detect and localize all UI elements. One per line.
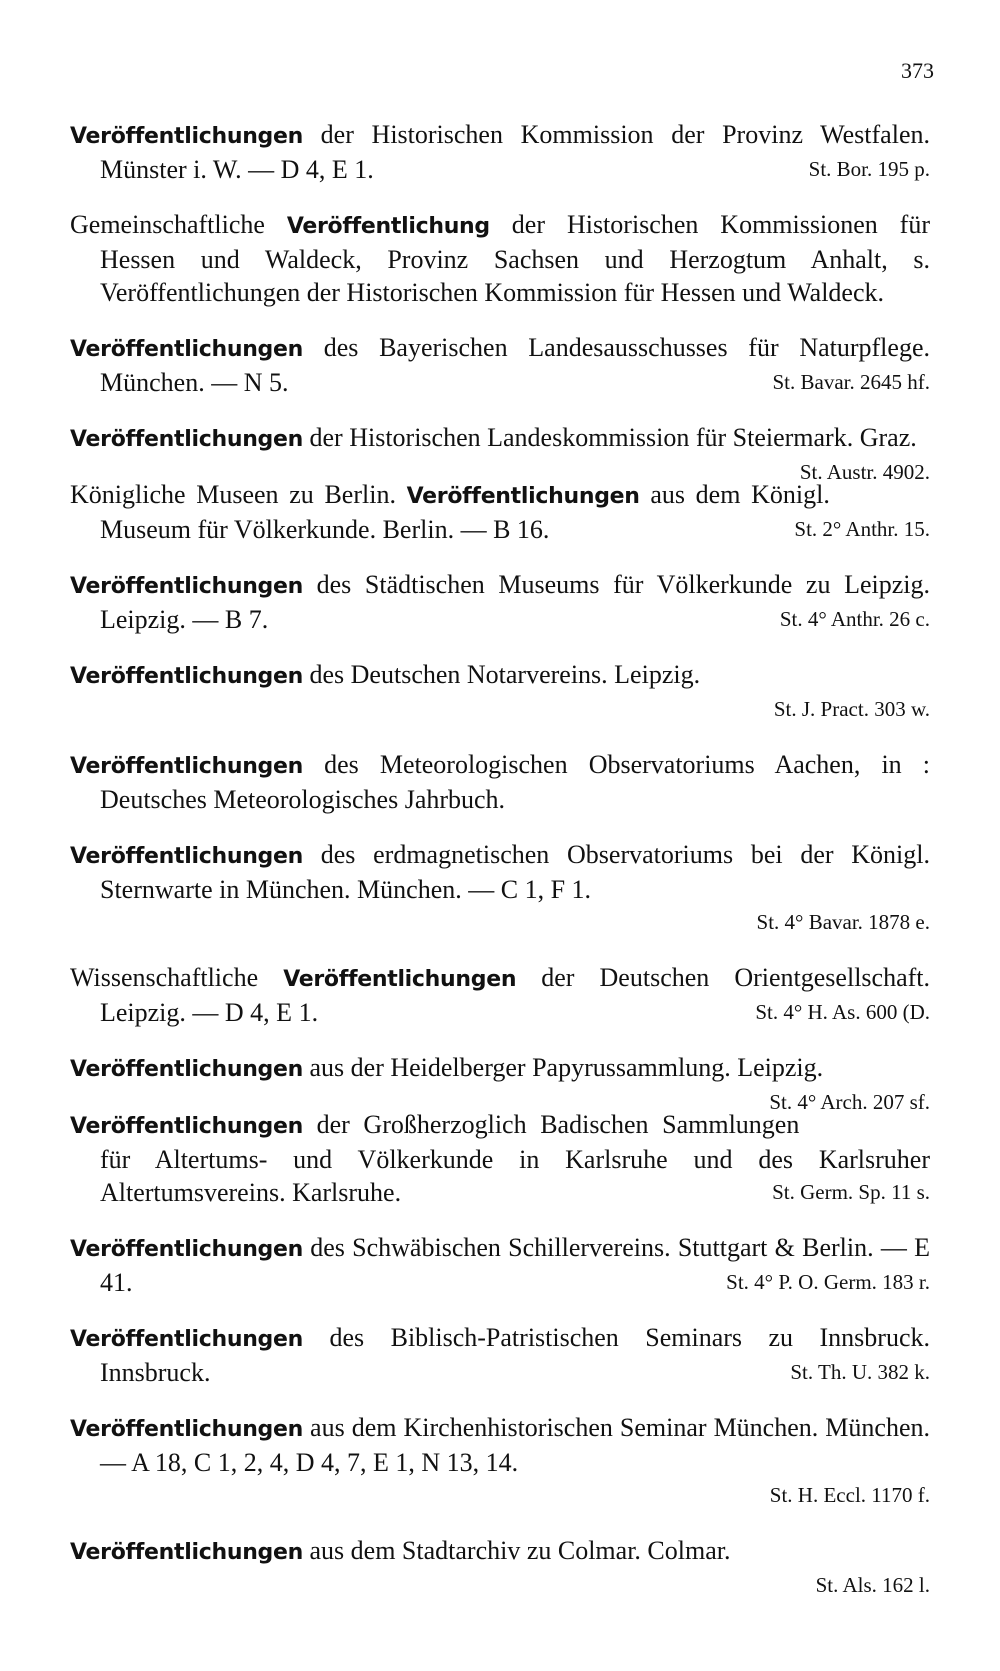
entry-pre: Wissenschaftliche bbox=[70, 963, 284, 992]
entry-headword: Veröffentlichungen bbox=[70, 337, 303, 362]
entry-text: aus dem Stadtarchiv zu Colmar. Colmar. bbox=[303, 1536, 731, 1565]
entry-headword: Veröffentlichungen bbox=[406, 484, 640, 509]
catalog-entry bbox=[70, 1411, 930, 1512]
catalog-entry bbox=[70, 1321, 930, 1389]
entry-shelfmark: St. Bor. 195 p. bbox=[808, 157, 930, 181]
catalog-entry bbox=[70, 478, 930, 546]
catalog-entry bbox=[70, 421, 930, 484]
entry-headword: Veröffentlichungen bbox=[70, 1114, 303, 1139]
entry-shelfmark: St. Th. U. 382 k. bbox=[790, 1360, 930, 1384]
entry-shelfmark: St. Germ. Sp. 11 s. bbox=[772, 1180, 930, 1204]
catalog-entry bbox=[70, 1534, 930, 1602]
entry-shelfmark: St. 4° Arch. 207 sf. bbox=[769, 1090, 930, 1114]
entry-headword: Veröffentlichungen bbox=[70, 124, 303, 149]
entry-headword: Veröffentlichungen bbox=[70, 427, 303, 452]
entry-shelfmark: St. 4° H. As. 600 (D. bbox=[755, 1000, 930, 1024]
entry-headword: Veröffentlichungen bbox=[70, 844, 303, 869]
catalog-entry bbox=[70, 208, 930, 309]
page-number: 373 bbox=[901, 58, 934, 83]
entry-headword: Veröffentlichungen bbox=[70, 1417, 303, 1442]
entry-shelfmark: St. 2° Anthr. 15. bbox=[794, 517, 930, 541]
entry-text: aus dem Kirchenhistorischen Seminar München. München. — A 18, C 1, 2, 4, D 4, 7, E 1, N 13, 14. bbox=[100, 1413, 930, 1477]
entry-headword: Veröffentlichungen bbox=[70, 664, 303, 689]
entry-shelfmark: St. 4° Anthr. 26 c. bbox=[779, 607, 930, 631]
entry-shelfmark: St. 4° P. O. Germ. 183 r. bbox=[726, 1270, 930, 1294]
entry-headword: Veröffentlichungen bbox=[70, 754, 303, 779]
entry-headword: Veröffentlichungen bbox=[70, 1057, 303, 1082]
entry-shelfmark: St. H. Eccl. 1170 f. bbox=[769, 1483, 930, 1507]
entry-text: des Bayerischen Landesausschusses für Naturpflege. München. — N 5. bbox=[100, 333, 930, 397]
catalog-entry bbox=[70, 838, 930, 939]
entry-headword: Veröffentlichungen bbox=[70, 574, 303, 599]
catalog-entry bbox=[70, 1051, 930, 1114]
entry-text: aus der Heidelberger Papyrussammlung. Leipzig. bbox=[303, 1053, 824, 1082]
entry-shelfmark: St. Bavar. 2645 hf. bbox=[772, 370, 930, 394]
entry-text: aus dem Königl. Museum für Völkerkunde. Berlin. — B 16. bbox=[100, 480, 830, 544]
catalog-entry bbox=[70, 1108, 930, 1209]
entry-text: der Deutschen Orientgesellschaft. Leipzig. — D 4, E 1. bbox=[100, 963, 930, 1027]
catalog-entries bbox=[70, 118, 930, 1624]
entry-text: des Deutschen Notarvereins. Leipzig. bbox=[303, 660, 701, 689]
entry-headword: Veröffentlichungen bbox=[283, 967, 517, 992]
entry-text: des erdmagnetischen Observatoriums bei der Königl. Sternwarte in München. München. — C 1, F 1. bbox=[100, 840, 930, 904]
entry-shelfmark: St. Austr. 4902. bbox=[799, 460, 930, 484]
entry-text: des Meteorologischen Observatoriums Aachen, in : Deutsches Meteorologisches Jahrbuch. bbox=[100, 750, 930, 814]
entry-headword: Veröffentlichungen bbox=[70, 1237, 303, 1262]
entry-text: des Biblisch-Patristischen Seminars zu Innsbruck. Innsbruck. bbox=[100, 1323, 930, 1387]
catalog-entry bbox=[70, 748, 930, 816]
entry-shelfmark: St. J. Pract. 303 w. bbox=[773, 697, 930, 721]
catalog-entry bbox=[70, 961, 930, 1029]
entry-headword: Veröffentlichung bbox=[286, 214, 490, 239]
entry-pre: Königliche Museen zu Berlin. bbox=[70, 480, 407, 509]
entry-headword: Veröffentlichungen bbox=[70, 1327, 303, 1352]
catalog-entry bbox=[70, 118, 930, 186]
entry-shelfmark: St. 4° Bavar. 1878 e. bbox=[756, 910, 930, 934]
entry-text: der Historischen Kommission der Provinz Westfalen. Münster i. W. — D 4, E 1. bbox=[100, 120, 930, 184]
catalog-entry bbox=[70, 658, 930, 726]
entry-text: der Historischen Landeskommission für Steiermark. Graz. bbox=[303, 423, 917, 452]
entry-text: der Großherzoglich Badischen Sammlungen für Altertums- und Völkerkunde in Karlsruhe und des Karlsruher Altertumsvereins. Karlsruhe. bbox=[100, 1110, 930, 1207]
catalog-entry bbox=[70, 568, 930, 636]
entry-pre: Gemeinschaftliche bbox=[70, 210, 287, 239]
catalog-entry bbox=[70, 1231, 930, 1299]
entry-headword: Veröffentlichungen bbox=[70, 1540, 303, 1565]
entry-text: des Städtischen Museums für Völkerkunde zu Leipzig. Leipzig. — B 7. bbox=[100, 570, 930, 634]
entry-text: des Schwäbischen Schillervereins. Stuttgart & Berlin. — E 41. bbox=[100, 1233, 930, 1297]
entry-text: der Historischen Kommissionen für Hessen und Waldeck, Provinz Sachsen und Herzogtum Anhalt, s. Veröffentlichungen der Historischen Kommission für Hessen und Waldeck. bbox=[100, 210, 930, 307]
catalog-entry bbox=[70, 331, 930, 399]
entry-shelfmark: St. Als. 162 l. bbox=[815, 1573, 930, 1597]
